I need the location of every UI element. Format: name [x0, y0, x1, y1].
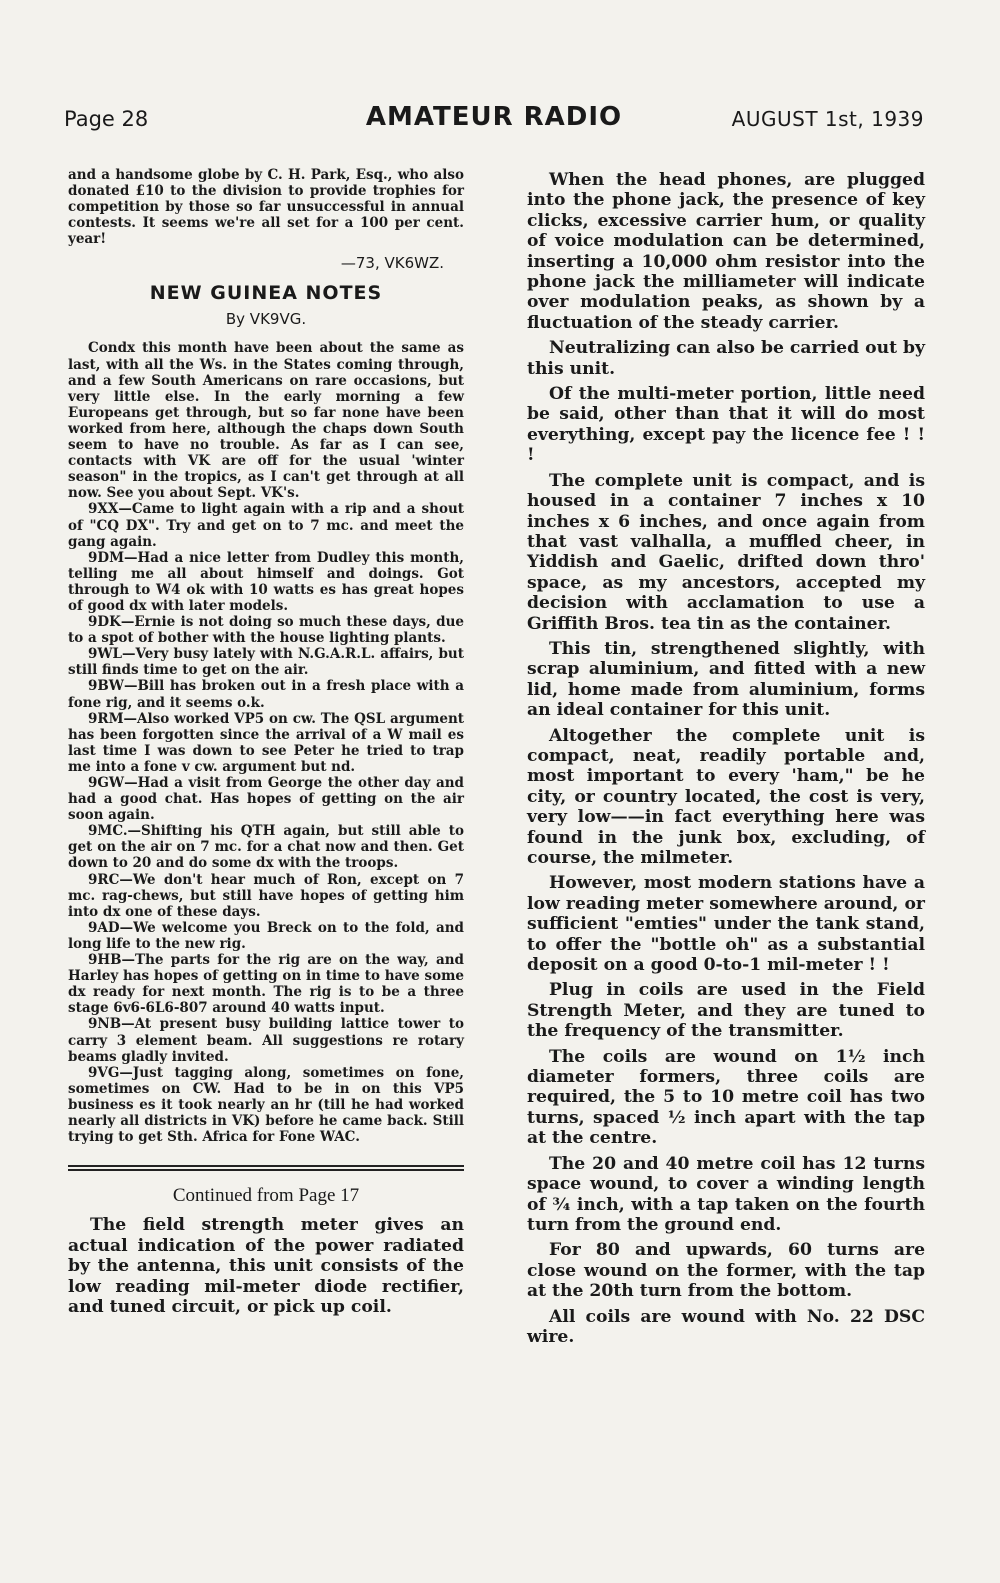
note-paragraph: 9AD—We welcome you Breck on to the fold, and long life to the new rig.: [68, 919, 464, 952]
body-paragraph: For 80 and upwards, 60 turns are close wound on the former, with the tap at the 20th turn from the bottom.: [527, 1240, 925, 1302]
magazine-title: AMATEUR RADIO: [365, 102, 623, 132]
body-paragraph: The coils are wound on 1½ inch diameter formers, three coils are required, the 5 to 10 metre coil has two turns, spaced ½ inch apart with the tap at the centre.: [527, 1046, 925, 1149]
note-paragraph: 9RM—Also worked VP5 on cw. The QSL argument has been forgotten since the arrival of a W mail es last time I was down to see Peter he tried to trap me into a fone v cw. argument but nd.: [68, 710, 464, 775]
body-paragraph: All coils are wound with No. 22 DSC wire.: [527, 1306, 925, 1347]
intro-paragraph: and a handsome globe by C. H. Park, Esq., who also donated £10 to the division to provide trophies for competition by those so far unsuccessful in annual contests. It seems we're all set for a 100 per cent. year!: [68, 167, 464, 248]
note-paragraph: 9MC.—Shifting his QTH again, but still able to get on the air on 7 mc. for a chat now and then. Get down to 20 and do some dx with the troops.: [68, 823, 464, 872]
note-paragraph: 9DK—Ernie is not doing so much these days, due to a spot of bother with the house lighting plants.: [68, 614, 464, 647]
note-paragraph: 9BW—Bill has broken out in a fresh place with a fone rig, and it seems o.k.: [68, 678, 464, 711]
issue-date: AUGUST 1st, 1939: [731, 107, 924, 131]
section-divider: [68, 1165, 464, 1171]
note-paragraph: 9HB—The parts for the rig are on the way, and Harley has hopes of getting on in time to have some dx ready for next month. The rig is to be a three stage 6v6-6L6-807 around 40 watts input.: [68, 952, 464, 1017]
page-number: Page 28: [64, 107, 149, 131]
note-paragraph: 9RC—We don't hear much of Ron, except on 7 mc. rag-chews, but still have hopes of getting him into dx one of these days.: [68, 871, 464, 920]
left-column: [68, 167, 464, 1318]
page-header: [64, 103, 924, 139]
right-column: [527, 170, 925, 1352]
note-paragraph: 9GW—Had a visit from George the other day and had a good chat. Has hopes of getting on the air soon again.: [68, 775, 464, 824]
continued-title: Continued from Page 17: [172, 1185, 360, 1207]
body-paragraph: Altogether the complete unit is compact, neat, readily portable and, most important to every 'ham," be he city, or country located, the cost is very, very low——in fact everything here was found in the junk box, excluding, of course, the milmeter.: [527, 725, 925, 868]
continued-paragraph: The field strength meter gives an actual indication of the power radiated by the antenna, this unit consists of the low reading mil-meter diode rectifier, and tuned circuit, or pick up coil.: [68, 1215, 464, 1318]
body-paragraph: The complete unit is compact, and is housed in a container 7 inches x 10 inches x 6 inches, and once again from that vast valhalla, a muffled cheer, in Yiddish and Gaelic, drifted down thro' space, as my ancestors, accepted my decision with acclamation to use a Griffith Bros. tea tin as the container.: [527, 470, 925, 634]
note-paragraph: 9WL—Very busy lately with N.G.A.R.L. affairs, but still finds time to get on the air.: [68, 646, 464, 679]
section-title: NEW GUINEA NOTES: [149, 282, 383, 305]
body-paragraph: When the head phones, are plugged into the phone jack, the presence of key clicks, excessive carrier hum, or quality of voice modulation can be determined, inserting a 10,000 ohm resistor into the phone jack the milliameter will indicate over modulation peaks, as shown by a fluctuation of the steady carrier.: [527, 170, 925, 333]
note-paragraph: 9XX—Came to light again with a rip and a shout of "CQ DX". Try and get on to 7 mc. and meet the gang again.: [68, 501, 464, 550]
body-paragraph: Neutralizing can also be carried out by this unit.: [527, 338, 925, 379]
note-paragraph: 9VG—Just tagging along, sometimes on fone, sometimes on CW. Had to be in on this VP5 business es it took nearly an hr (till he had worked nearly all districts in VK) before he came back. Still trying to get Sth. Africa for Fone WAC.: [68, 1064, 464, 1146]
signature: —73, VK6WZ.: [340, 254, 444, 273]
note-paragraph: 9NB—At present busy building lattice tower to carry 3 element beam. All suggestions re rotary beams gladly invited.: [68, 1016, 464, 1065]
body-paragraph: Plug in coils are used in the Field Strength Meter, and they are tuned to the frequency of the transmitter.: [527, 980, 925, 1042]
body-paragraph: Of the multi-meter portion, little need be said, other than that it will do most everything, except pay the licence fee ! ! !: [527, 384, 925, 466]
note-paragraph: 9DM—Had a nice letter from Dudley this month, telling me all about himself and doings. Got through to W4 ok with 10 watts es has great hopes of good dx with later models.: [68, 549, 464, 614]
body-paragraph: The 20 and 40 metre coil has 12 turns space wound, to cover a winding length of ¾ inch, with a tap taken on the fourth turn from the ground end.: [527, 1153, 925, 1235]
note-paragraph: Condx this month have been about the same as last, with all the Ws. in the States coming through, and a few South Americans on rare occasions, but very little else. In the early morning a few Europeans get through, but so far none have been worked from here, although the chaps down South seem to have no trouble. As far as I can see, contacts with VK are off for the usual 'winter season" in the tropics, as I can't get through at all now. See you about Sept. VK's.: [68, 340, 464, 502]
byline: By VK9VG.: [225, 310, 307, 329]
body-paragraph: However, most modern stations have a low reading meter somewhere around, or sufficient "emties" under the tank stand, to offer the "bottle oh" as a substantial deposit on a good 0-to-1 mil-meter ! !: [527, 873, 925, 976]
body-paragraph: This tin, strengthened slightly, with scrap aluminium, and fitted with a new lid, home made from aluminium, forms an ideal container for this unit.: [527, 638, 925, 721]
